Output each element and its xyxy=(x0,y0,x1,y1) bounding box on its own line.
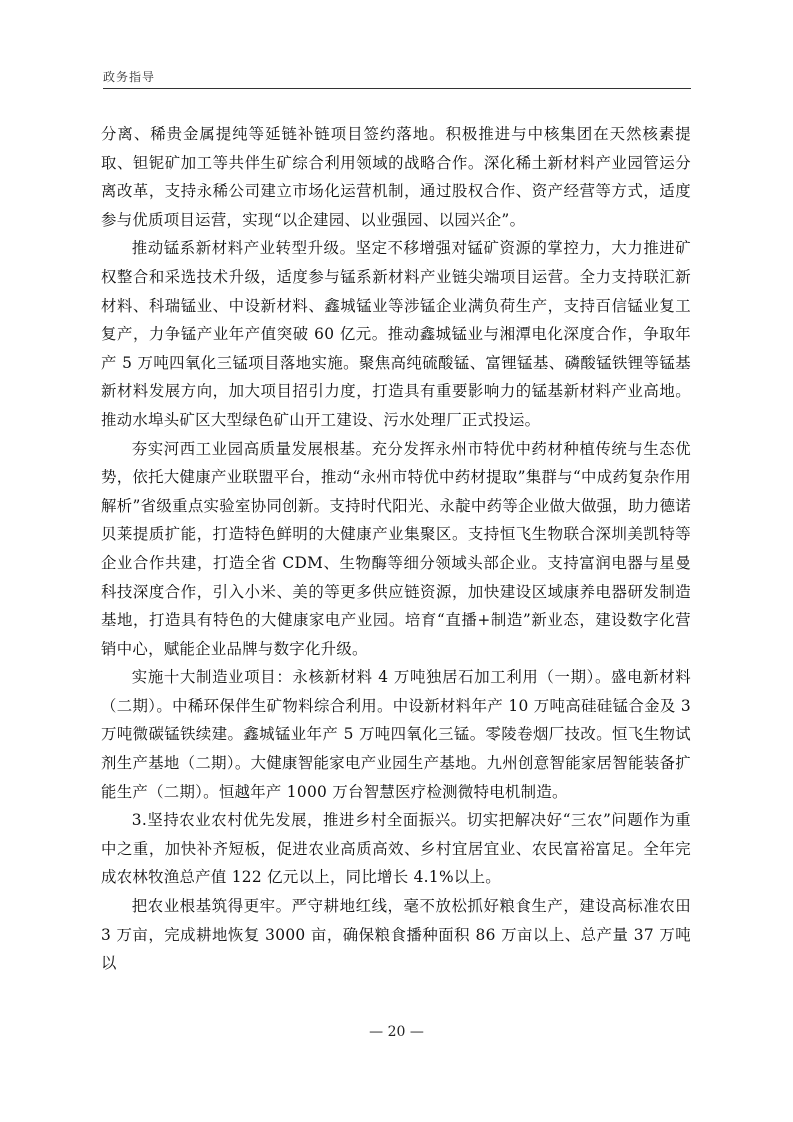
paragraph-4: 实施十大制造业项目：永核新材料 4 万吨独居石加工利用（一期）。盛电新材料（二期）。中稀环保伴生矿物料综合利用。中设新材料年产 10 万吨高硅硅锰合金及 3 万吨微碳锰铁续建。鑫城锰业年产 5 万吨四氧化三锰。零陵卷烟厂技改。恒飞生物试剂生产基地（二期）。大健康智能家电产业园生产基地。九州创意智能家居智能装备扩能生产（二期）。恒越年产 1000 万台智慧医疗检测微特电机制造。 xyxy=(101,668,691,801)
paragraph-3: 夯实河西工业园高质量发展根基。充分发挥永州市特优中药材种植传统与生态优势，依托大健康产业联盟平台，推动“永州市特优中药材提取”集群与“中成药复杂作用解析”省级重点实验室协同创新。支持时代阳光、永靛中药等企业做大做强，助力德诺贝莱提质扩能，打造特色鲜明的大健康产业集聚区。支持恒飞生物联合深圳美凯特等企业合作共建，打造全省 CDM、生物酶等细分领域头部企业。支持富润电器与星曼科技深度合作，引入小米、美的等更多供应链资源，加快建设区域康养电器研发制造基地，打造具有特色的大健康家电产业园。培育“直播+制造”新业态，建设数字化营销中心，赋能企业品牌与数字化升级。 xyxy=(101,439,691,658)
paragraph-6: 把农业根基筑得更牢。严守耕地红线，毫不放松抓好粮食生产，建设高标准农田 3 万亩，完成耕地恢复 3000 亩，确保粮食播种面积 86 万亩以上、总产量 37 万吨以 xyxy=(101,897,691,973)
header-title: 政务指导 xyxy=(103,70,156,84)
paragraph-5: 3.坚持农业农村优先发展，推进乡村全面振兴。切实把解决好“三农”问题作为重中之重，加快补齐短板，促进农业高质高效、乡村宜居宜业、农民富裕富足。全年完成农林牧渔总产值 122 亿元以上，同比增长 4.1%以上。 xyxy=(101,811,691,887)
paragraph-1: 分离、稀贵金属提纯等延链补链项目签约落地。积极推进与中核集团在天然核素提取、钽铌矿加工等共伴生矿综合利用领域的战略合作。深化稀土新材料产业园管运分离改革，支持永稀公司建立市场化运营机制，通过股权合作、资产经营等方式，适度参与优质项目运营，实现“以企建园、以业强园、以园兴企”。 xyxy=(101,125,691,229)
page-number: — 20 — xyxy=(369,1024,424,1040)
page-header xyxy=(103,66,691,89)
document-body xyxy=(101,120,691,978)
paragraph-2: 推动锰系新材料产业转型升级。坚定不移增强对锰矿资源的掌控力，大力推进矿权整合和采选技术升级，适度参与锰系新材料产业链尖端项目运营。全力支持联汇新材料、科瑞锰业、中设新材料、鑫城锰业等涉锰企业满负荷生产，支持百信锰业复工复产，力争锰产业年产值突破 60 亿元。推动鑫城锰业与湘潭电化深度合作，争取年产 5 万吨四氧化三锰项目落地实施。聚焦高纯硫酸锰、富锂锰基、磷酸锰铁锂等锰基新材料发展方向，加大项目招引力度，打造具有重要影响力的锰基新材料产业高地。推动水埠头矿区大型绿色矿山开工建设、污水处理厂正式投运。 xyxy=(101,239,691,429)
